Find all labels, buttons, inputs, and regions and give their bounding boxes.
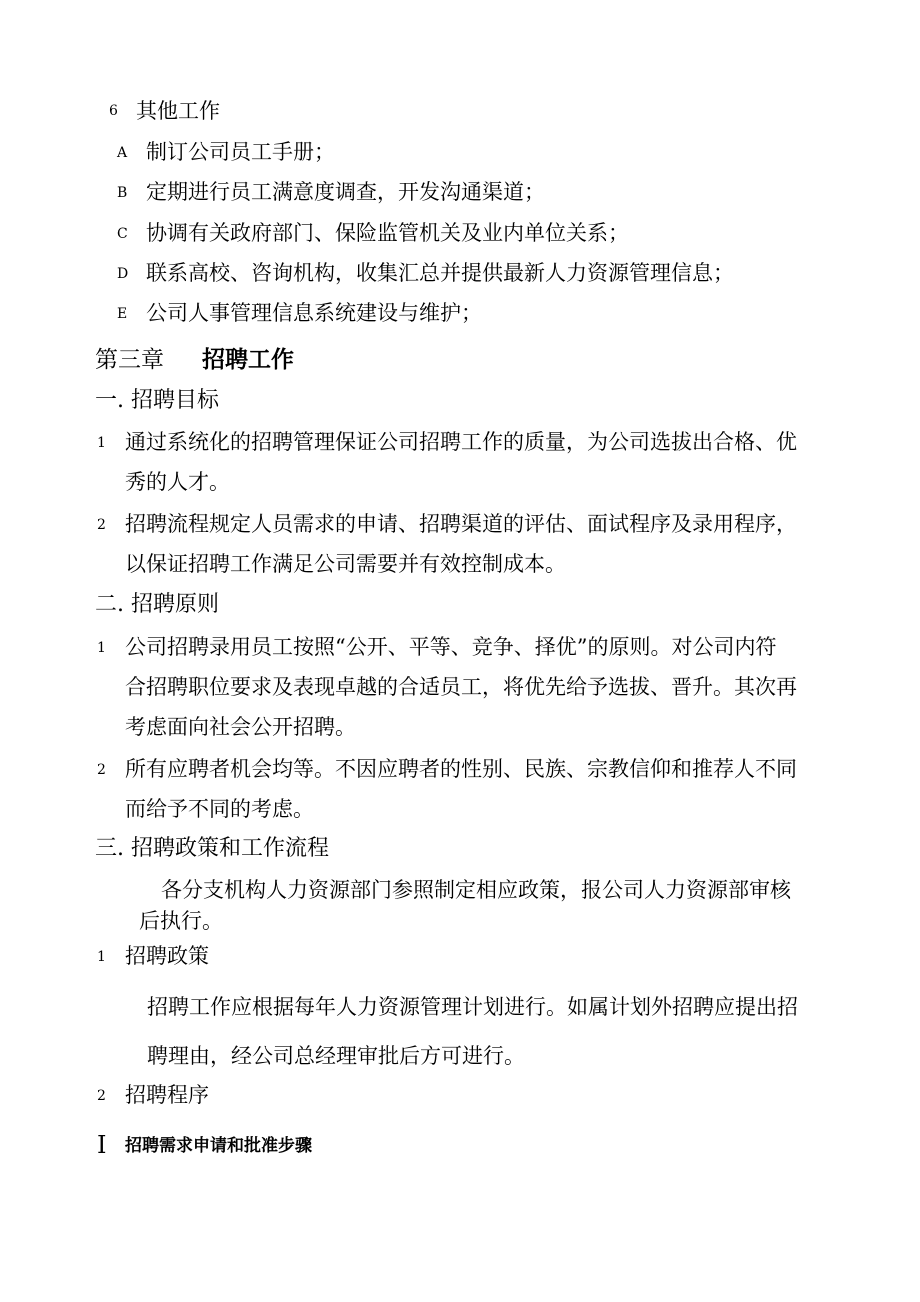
paragraph-line: 合招聘职位要求及表现卓越的合适员工，将优先给予选拔、晋升。其次再 xyxy=(125,675,797,699)
paragraph-line: 考虑面向社会公开招聘。 xyxy=(125,715,356,739)
item-label: E xyxy=(117,306,128,322)
paragraph-line: 所有应聘者机会均等。不因应聘者的性别、民族、宗教信仰和推荐人不同 xyxy=(125,757,797,781)
item-label: D xyxy=(117,266,129,282)
list-item: 公司人事管理信息系统建设与维护； xyxy=(146,301,482,325)
section-title: 一. 招聘目标 xyxy=(95,388,219,413)
paragraph-line: 公司招聘录用员工按照“公开、平等、竞争、择优”的原则。对公司内符 xyxy=(125,635,777,659)
chapter-title: 招聘工作 xyxy=(202,347,294,373)
list-item: 定期进行员工满意度调查，开发沟通渠道； xyxy=(146,180,545,204)
item-label: B xyxy=(117,185,128,201)
subsection-title: 招聘程序 xyxy=(125,1083,209,1107)
chapter-number: 第三章 xyxy=(95,347,164,373)
paragraph-line: 聘理由，经公司总经理审批后方可进行。 xyxy=(147,1044,525,1068)
list-item: 联系高校、咨询机构，收集汇总并提供最新人力资源管理信息； xyxy=(146,261,734,285)
paragraph-line: 招聘流程规定人员需求的申请、招聘渠道的评估、面试程序及录用程序， xyxy=(125,512,797,536)
paragraph-line: 而给予不同的考虑。 xyxy=(125,797,314,821)
list-number: 2 xyxy=(97,1088,106,1104)
paragraph-line: 招聘工作应根据每年人力资源管理计划进行。如属计划外招聘应提出招 xyxy=(147,995,798,1019)
subsection-title: 招聘政策 xyxy=(125,944,209,968)
paragraph-line: 各分支机构人力资源部门参照制定相应政策，报公司人力资源部审核 xyxy=(161,878,791,902)
list-number: 1 xyxy=(97,949,106,965)
paragraph-line: 秀的人才。 xyxy=(125,470,230,494)
list-item: 制订公司员工手册； xyxy=(146,140,335,164)
paragraph-line: 通过系统化的招聘管理保证公司招聘工作的质量，为公司选拔出合格、优 xyxy=(125,430,797,454)
paragraph-line: 后执行。 xyxy=(139,909,223,933)
item-label: C xyxy=(117,226,128,242)
list-number: 1 xyxy=(97,435,106,451)
section-title: 二. 招聘原则 xyxy=(95,592,219,617)
section-title: 三. 招聘政策和工作流程 xyxy=(95,836,329,861)
chapter-heading xyxy=(95,344,294,376)
list-item: 协调有关政府部门、保险监管机关及业内单位关系； xyxy=(146,221,629,245)
list-number: 1 xyxy=(97,640,106,656)
section-heading: 其他工作 xyxy=(136,99,220,123)
item-label: A xyxy=(117,145,128,161)
paragraph-line: 以保证招聘工作满足公司需要并有效控制成本。 xyxy=(125,552,566,576)
list-number: 6 xyxy=(109,103,118,119)
list-number: 2 xyxy=(97,762,106,778)
list-number: 2 xyxy=(97,517,106,533)
step-title: 招聘需求申请和批准步骤 xyxy=(125,1136,312,1156)
roman-numeral: I xyxy=(97,1131,107,1159)
